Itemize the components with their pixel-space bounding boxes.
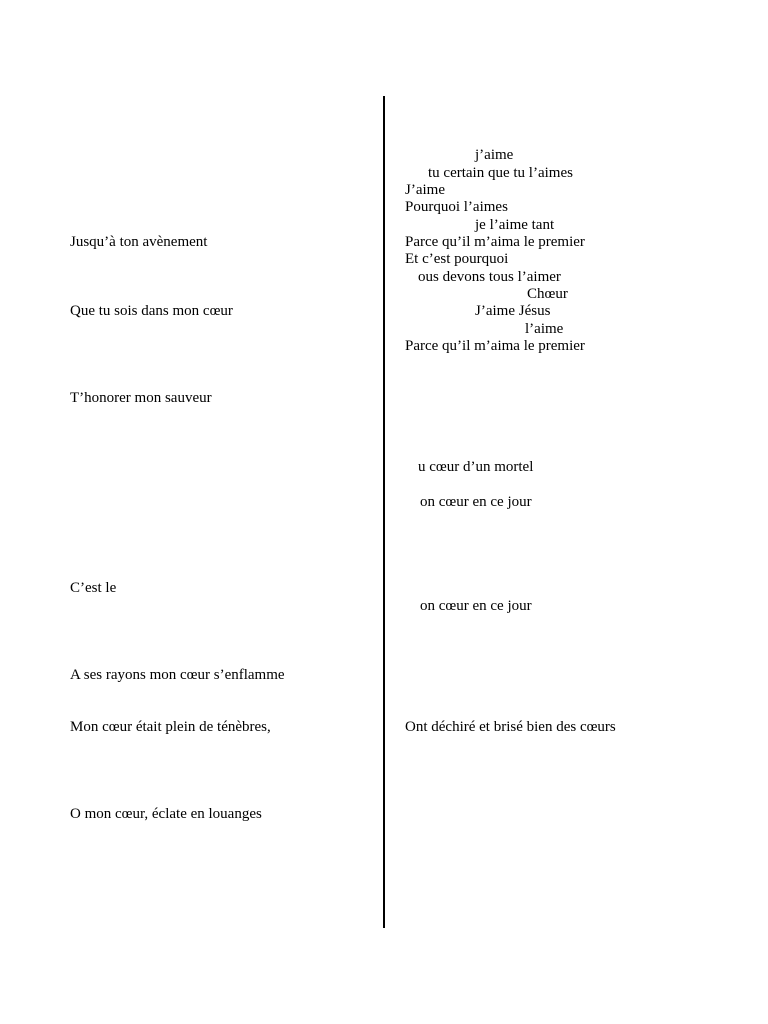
right-line: j’aime <box>475 147 514 163</box>
left-line: Que tu sois dans mon cœur <box>70 303 233 319</box>
right-line: l’aime <box>525 321 564 337</box>
right-line: on cœur en ce jour <box>420 494 532 510</box>
right-line: on cœur en ce jour <box>420 598 532 614</box>
right-line: tu certain que tu l’aimes <box>428 165 573 181</box>
right-line: Parce qu’il m’aima le premier <box>405 338 585 354</box>
right-line: J’aime <box>405 182 445 198</box>
right-line: Ont déchiré et brisé bien des cœurs <box>405 719 616 735</box>
right-line: J’aime Jésus <box>475 303 551 319</box>
left-line: O mon cœur, éclate en louanges <box>70 806 262 822</box>
right-line: Chœur <box>527 286 568 302</box>
right-line: je l’aime tant <box>475 217 555 233</box>
left-line: Mon cœur était plein de ténèbres, <box>70 719 271 735</box>
right-line: ous devons tous l’aimer <box>418 269 561 285</box>
column-divider <box>383 96 385 928</box>
right-line: Parce qu’il m’aima le premier <box>405 234 585 250</box>
right-line: Pourquoi l’aimes <box>405 199 508 215</box>
left-line: C’est le <box>70 580 117 596</box>
left-line: T’honorer mon sauveur <box>70 390 212 406</box>
right-line: u cœur d’un mortel <box>418 459 534 475</box>
left-line: Jusqu’à ton avènement <box>70 234 208 250</box>
right-line: Et c’est pourquoi <box>405 251 509 267</box>
left-line: A ses rayons mon cœur s’enflamme <box>70 667 285 683</box>
